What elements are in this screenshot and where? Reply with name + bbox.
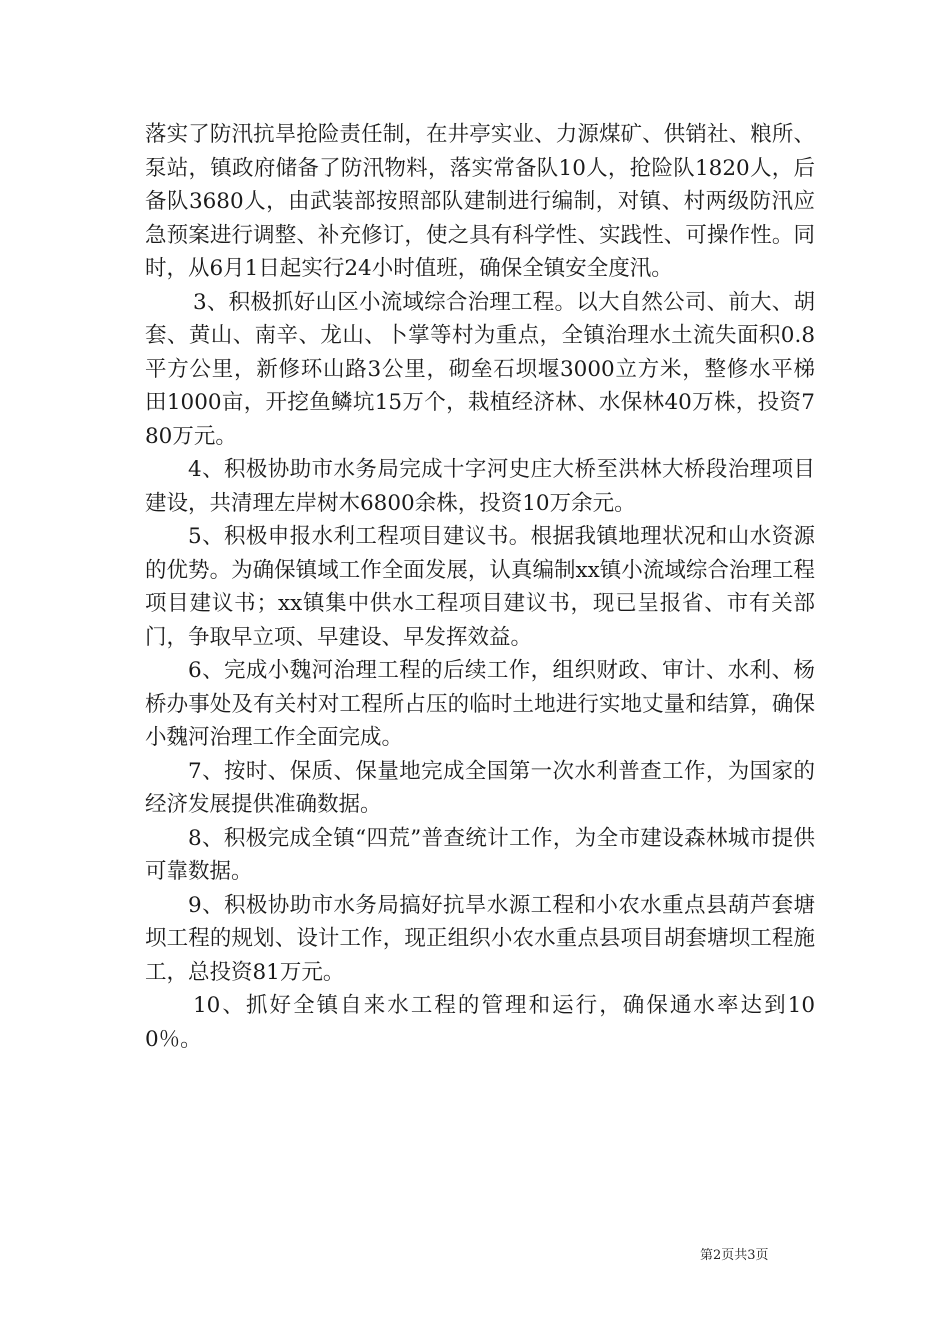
paragraph-item-3: 3、积极抓好山区小流域综合治理工程。以大自然公司、前大、胡套、黄山、南辛、龙山、卜掌等村为重点，全镇治理水土流失面积0.8平方公里，新修环山路3公里，砌垒石坝堰3000立方米，整修水平梯田1000亩，开挖鱼鳞坑15万个，栽植经济林、水保林40万株，投资780万元。 xyxy=(145,289,815,449)
paragraph-item-7: 7、按时、保质、保量地完成全国第一次水利普查工作，为国家的经济发展提供准确数据。 xyxy=(145,758,815,817)
document-body xyxy=(145,118,815,1056)
paragraph-item-4: 4、积极协助市水务局完成十字河史庄大桥至洪林大桥段治理项目建设，共清理左岸树木6800余株，投资10万余元。 xyxy=(145,457,815,516)
paragraph-item-9: 9、积极协助市水务局搞好抗旱水源工程和小农水重点县葫芦套塘坝工程的规划、设计工作，现正组织小农水重点县项目胡套塘坝工程施工，总投资81万元。 xyxy=(145,892,815,985)
paragraph-item-8: 8、积极完成全镇“四荒”普查统计工作，为全市建设森林城市提供可靠数据。 xyxy=(145,825,815,884)
paragraph-flood-control: 落实了防汛抗旱抢险责任制，在井亭实业、力源煤矿、供销社、粮所、泵站，镇政府储备了防汛物料，落实常备队10人，抢险队1820人，后备队3680人，由武装部按照部队建制进行编制，对镇、村两级防汛应急预案进行调整、补充修订，使之具有科学性、实践性、可操作性。同时，从6月1日起实行24小时值班，确保全镇安全度汛。 xyxy=(145,122,815,281)
page-number-footer: 第2页共3页 xyxy=(700,1248,769,1263)
paragraph-item-5: 5、积极申报水利工程项目建议书。根据我镇地理状况和山水资源的优势。为确保镇域工作全面发展，认真编制xx镇小流域综合治理工程项目建议书；xx镇集中供水工程项目建议书，现已呈报省、市有关部门，争取早立项、早建设、早发挥效益。 xyxy=(145,524,815,650)
paragraph-item-10: 10、抓好全镇自来水工程的管理和运行，确保通水率达到100％。 xyxy=(145,993,815,1052)
paragraph-item-6: 6、完成小魏河治理工程的后续工作，组织财政、审计、水利、杨桥办事处及有关村对工程所占压的临时土地进行实地丈量和结算，确保小魏河治理工作全面完成。 xyxy=(145,658,815,750)
